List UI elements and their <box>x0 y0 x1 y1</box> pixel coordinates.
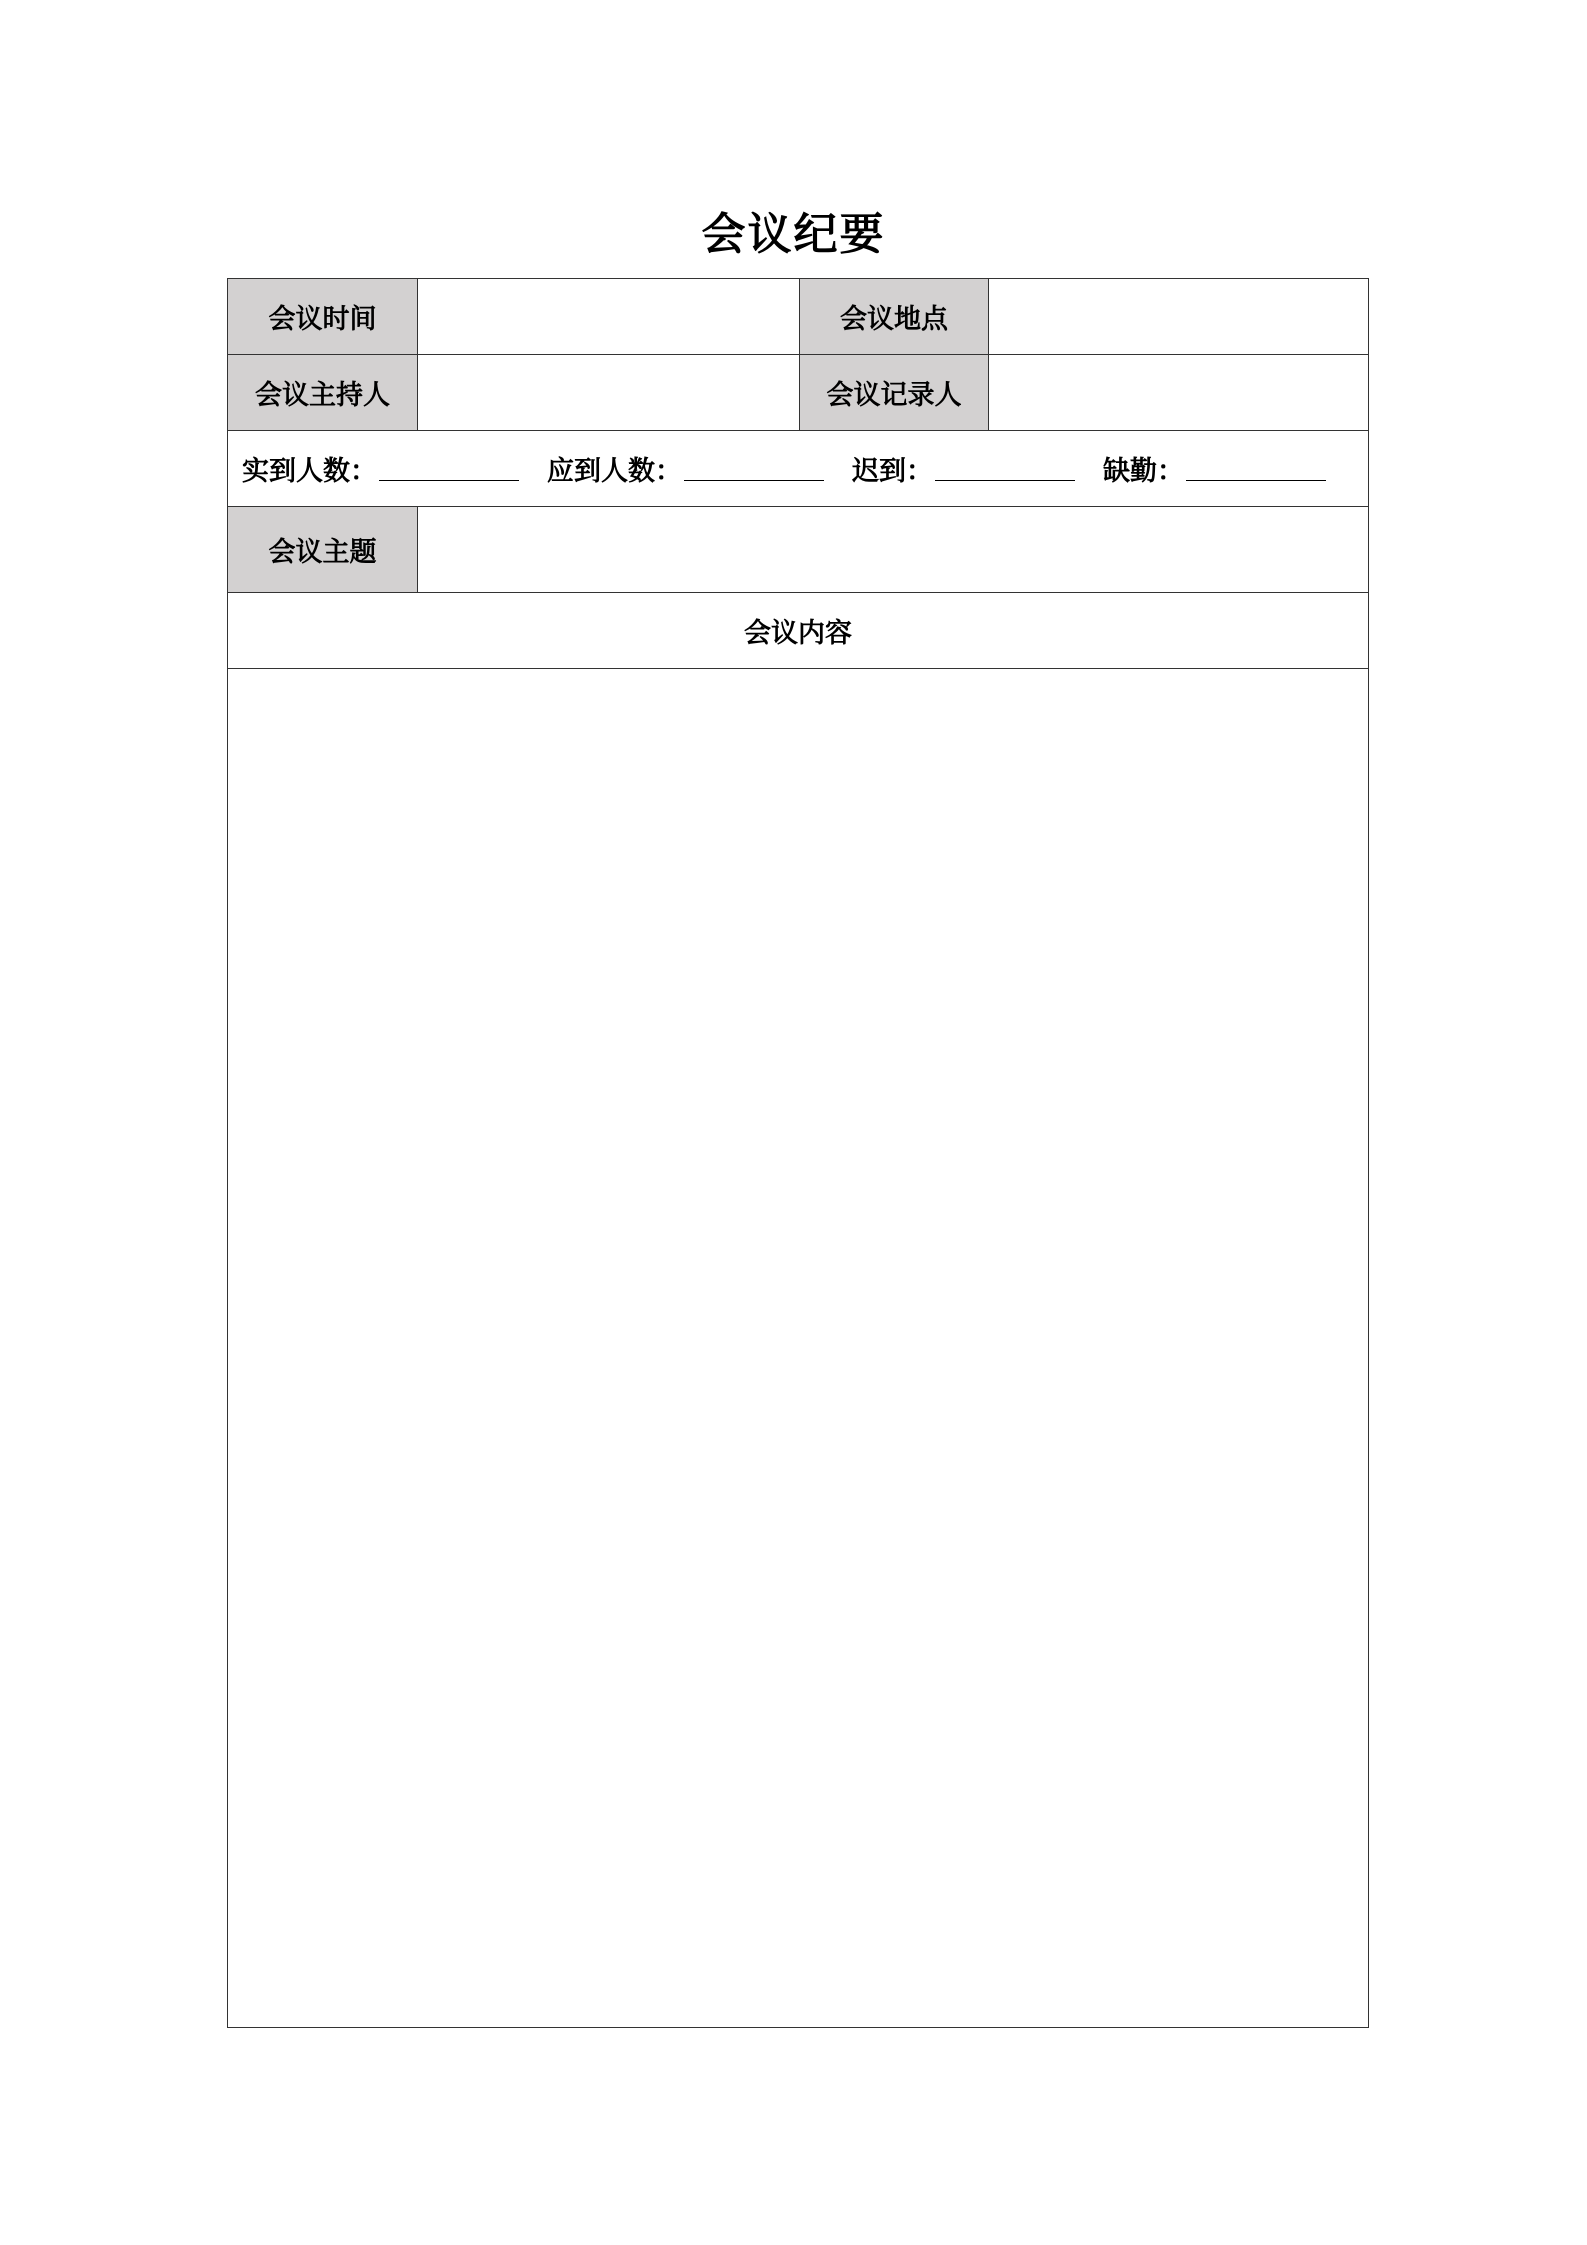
attendance-late <box>852 449 1075 488</box>
late-label: 迟到： <box>852 456 933 487</box>
expected-attendance-blank[interactable] <box>684 478 824 481</box>
host-label: 会议主持人 <box>228 355 418 430</box>
recorder-label: 会议记录人 <box>799 355 989 430</box>
document-title: 会议纪要 <box>701 209 886 260</box>
expected-attendance-label: 应到人数： <box>547 456 682 487</box>
actual-attendance-label: 实到人数： <box>242 456 377 487</box>
row-host-recorder <box>228 355 1368 431</box>
row-topic <box>228 507 1368 593</box>
time-label: 会议时间 <box>228 279 418 354</box>
attendance-line <box>228 431 1368 506</box>
host-field[interactable] <box>418 355 799 430</box>
attendance-absent <box>1103 449 1326 488</box>
content-area[interactable] <box>228 669 1368 2027</box>
absent-blank[interactable] <box>1186 478 1326 481</box>
topic-field[interactable] <box>418 507 1368 592</box>
recorder-field[interactable] <box>989 355 1368 430</box>
row-time-location <box>228 279 1368 355</box>
attendance-expected <box>547 449 824 488</box>
actual-attendance-blank[interactable] <box>379 478 519 481</box>
late-blank[interactable] <box>935 478 1075 481</box>
location-label: 会议地点 <box>799 279 989 354</box>
time-field[interactable] <box>418 279 799 354</box>
location-field[interactable] <box>989 279 1368 354</box>
row-attendance <box>228 431 1368 507</box>
row-content-header <box>228 593 1368 669</box>
absent-label: 缺勤： <box>1103 456 1184 487</box>
meeting-minutes-form <box>227 278 1369 2028</box>
content-header: 会议内容 <box>744 618 852 649</box>
topic-label: 会议主题 <box>228 507 418 592</box>
attendance-actual <box>242 449 519 488</box>
